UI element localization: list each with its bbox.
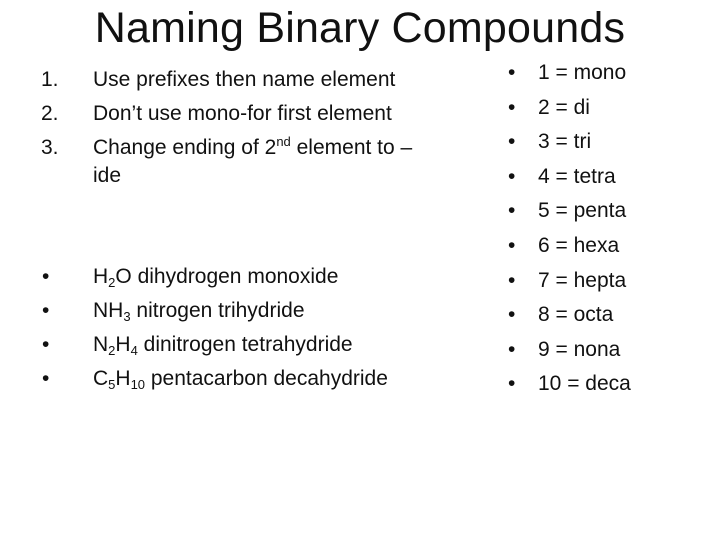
compound-formula-and-name [93, 265, 338, 288]
prefix-list [508, 56, 708, 402]
rule-number: 2. [41, 102, 59, 125]
example-compound-item [38, 260, 478, 294]
formula-text: H [115, 333, 131, 356]
formula-text: O dihydrogen monoxide [115, 265, 339, 288]
rule-text: Don’t use mono-for first element [93, 102, 392, 125]
bullet-marker: • [508, 268, 516, 292]
rule-text-start: Change ending of 2 [93, 136, 277, 159]
prefix-text: 8 = octa [538, 303, 614, 327]
rule-text-continuation: ide [93, 164, 122, 187]
prefix-text: 5 = penta [538, 199, 627, 223]
rule-item [38, 97, 478, 131]
formula-subscript: 2 [108, 343, 116, 358]
rule-text-end: element to – [290, 136, 413, 159]
formula-subscript: 2 [108, 275, 116, 290]
bullet-marker: • [508, 233, 516, 257]
bullet-marker: • [508, 61, 516, 84]
naming-rules-list [38, 63, 478, 189]
prefix-text: 10 = deca [538, 372, 631, 396]
prefix-text: 4 = tetra [538, 164, 616, 188]
formula-text: NH [93, 299, 124, 322]
formula-text: H [115, 367, 131, 390]
prefix-item [508, 229, 708, 264]
rule-text: Use prefixes then name element [93, 68, 396, 91]
formula-subscript: 4 [130, 343, 138, 358]
example-compound-item [38, 294, 478, 328]
formula-text: pentacarbon decahydride [145, 367, 388, 390]
prefix-text: 9 = nona [538, 337, 621, 361]
formula-text: C [93, 367, 109, 390]
prefix-text: 1 = mono [538, 61, 627, 84]
rule-item [38, 131, 478, 189]
bullet-marker: • [42, 265, 50, 288]
formula-text: dinitrogen tetrahydride [137, 333, 353, 356]
prefix-text: 3 = tri [538, 130, 592, 154]
example-compound-item [38, 328, 478, 362]
ordinal-superscript: nd [276, 134, 291, 149]
prefix-item [508, 125, 708, 160]
prefix-text: 2 = di [538, 95, 590, 119]
example-compound-item [38, 362, 478, 396]
example-compounds-list [38, 260, 478, 396]
formula-text: N [93, 333, 109, 356]
formula-subscript: 10 [130, 377, 146, 392]
prefix-text: 6 = hexa [538, 233, 620, 257]
bullet-marker: • [508, 372, 516, 396]
slide-title: Naming Binary Compounds [94, 4, 626, 52]
prefix-item [508, 56, 708, 91]
formula-subscript: 5 [108, 377, 116, 392]
formula-text: H [93, 265, 109, 288]
formula-text: nitrogen trihydride [130, 299, 305, 322]
bullet-marker: • [508, 337, 516, 361]
right-column [508, 56, 708, 402]
rule-text [93, 136, 478, 189]
bullet-marker: • [42, 367, 50, 390]
prefix-item [508, 160, 708, 195]
prefix-item [508, 194, 708, 229]
prefix-item [508, 264, 708, 299]
rule-number: 3. [41, 136, 59, 159]
bullet-marker: • [42, 299, 50, 322]
prefix-item [508, 298, 708, 333]
prefix-item [508, 91, 708, 126]
formula-subscript: 3 [123, 309, 131, 324]
compound-formula-and-name [93, 299, 305, 322]
bullet-marker: • [508, 95, 516, 119]
prefix-item [508, 367, 708, 402]
prefix-text: 7 = hepta [538, 268, 627, 292]
bullet-marker: • [508, 130, 516, 154]
bullet-marker: • [42, 333, 50, 356]
compound-formula-and-name [93, 367, 388, 390]
compound-formula-and-name [93, 333, 353, 356]
prefix-item [508, 333, 708, 368]
rule-number: 1. [41, 68, 59, 91]
bullet-marker: • [508, 199, 516, 223]
bullet-marker: • [508, 164, 516, 188]
rule-item [38, 63, 478, 97]
left-column [38, 63, 478, 396]
bullet-marker: • [508, 303, 516, 327]
